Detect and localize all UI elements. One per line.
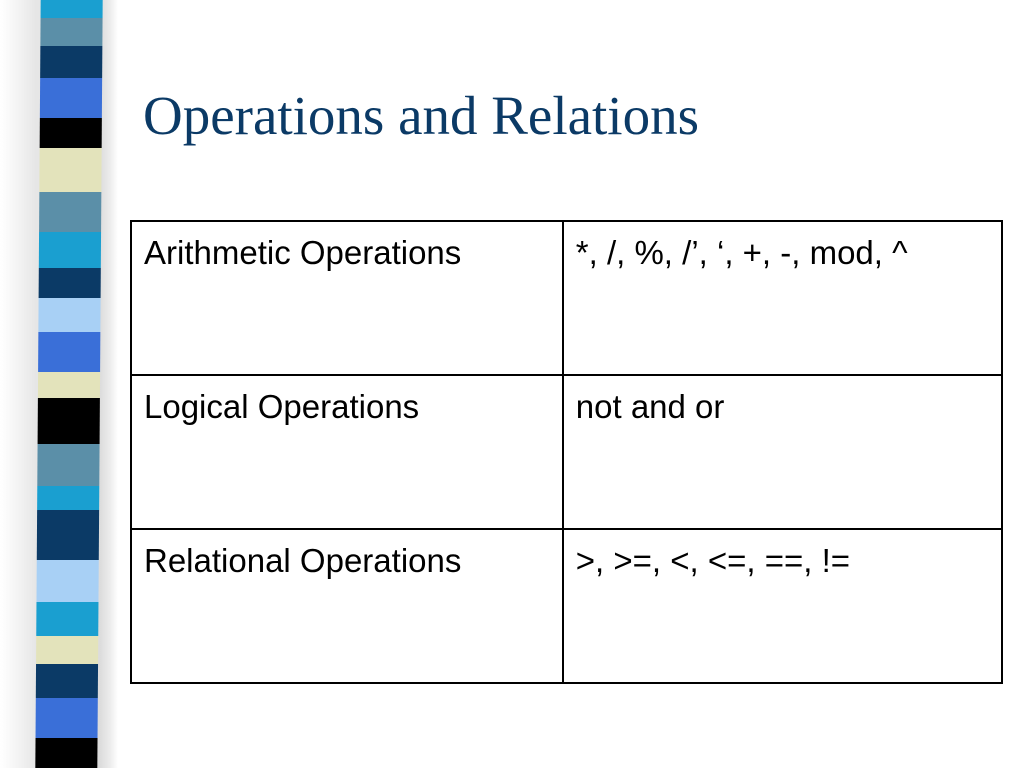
stripe — [37, 486, 99, 510]
table-row — [131, 221, 1002, 375]
stripe — [40, 18, 102, 46]
operations-table — [130, 220, 1003, 684]
stripe — [37, 444, 99, 486]
stripe — [36, 560, 98, 602]
stripe — [39, 232, 101, 268]
stripe — [36, 636, 98, 664]
stripe — [39, 192, 101, 232]
stripe — [36, 664, 98, 698]
stripe — [40, 78, 102, 118]
stripe — [39, 268, 101, 298]
operators-cell: >, >=, <, <=, ==, != — [563, 529, 1002, 683]
stripe — [38, 298, 100, 332]
stripe — [38, 398, 100, 444]
stripe — [39, 148, 101, 192]
stripe — [37, 510, 99, 560]
stripe — [38, 372, 100, 398]
operators-cell: not and or — [563, 375, 1002, 529]
stripe — [40, 118, 102, 148]
decorative-stripe-band — [0, 0, 118, 768]
table-row — [131, 529, 1002, 683]
stripe — [35, 738, 97, 768]
operation-category-cell: Logical Operations — [131, 375, 563, 529]
operation-category-cell: Arithmetic Operations — [131, 221, 563, 375]
stripe — [40, 46, 102, 78]
stripe — [41, 0, 103, 18]
table-row — [131, 375, 1002, 529]
decorative-stripes — [35, 0, 102, 768]
slide-title: Operations and Relations — [143, 85, 699, 146]
operators-cell: *, /, %, /’, ‘, +, -, mod, ^ — [563, 221, 1002, 375]
stripe — [36, 698, 98, 738]
stripe — [38, 332, 100, 372]
stripe — [36, 602, 98, 636]
operation-category-cell: Relational Operations — [131, 529, 563, 683]
